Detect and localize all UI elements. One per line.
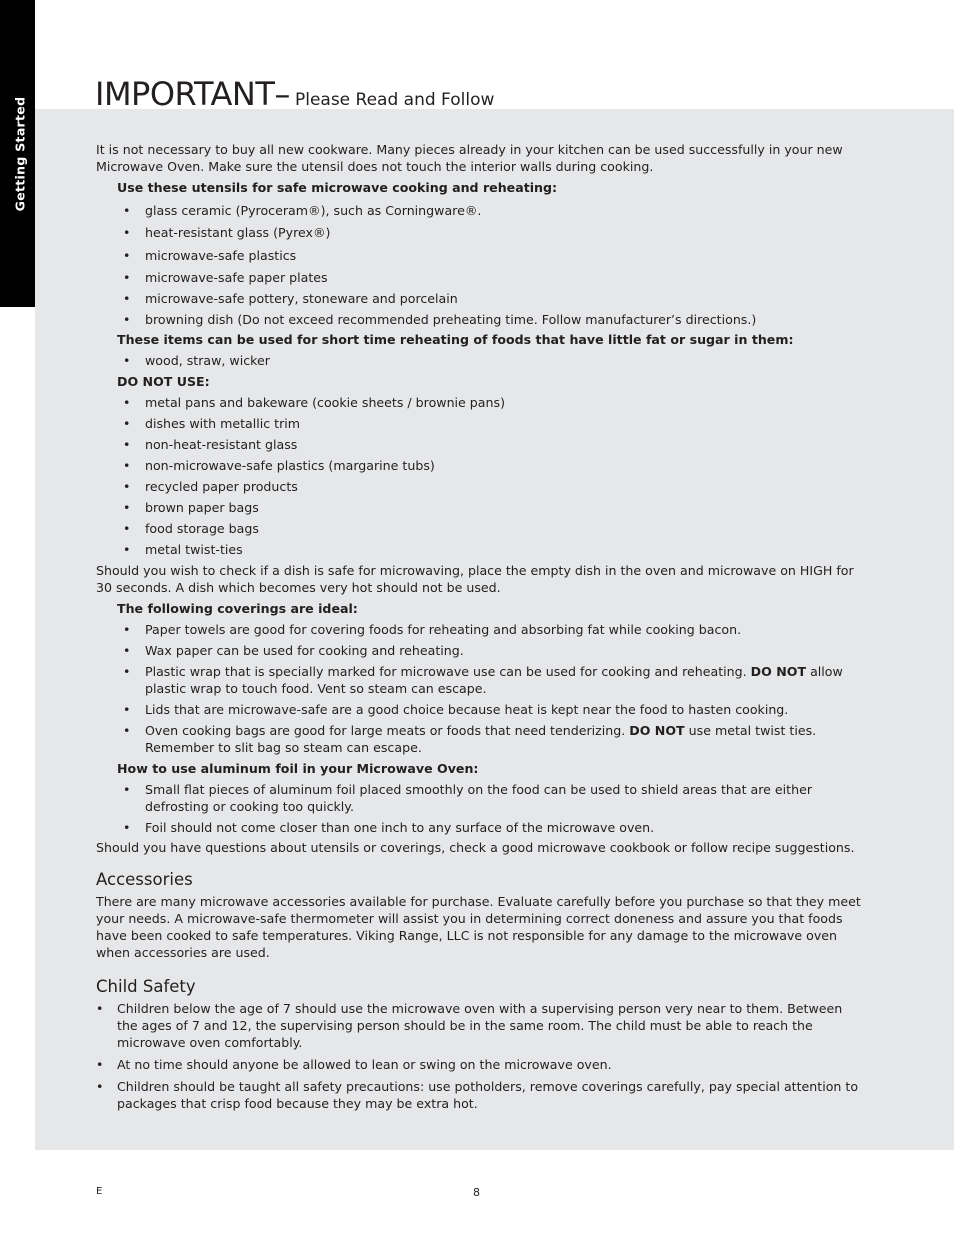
safe-utensils-heading: Use these utensils for safe microwave cooking and reheating: <box>117 180 558 195</box>
list-item: • Paper towels are good for covering foods for reheating and absorbing fat while cooking bacon. <box>145 621 861 638</box>
list-item: • wood, straw, wicker <box>145 352 861 369</box>
list-item: • metal twist-ties <box>145 541 861 558</box>
aluminum-foil-list <box>96 781 861 836</box>
page-title <box>95 75 495 113</box>
aluminum-foil-heading: How to use aluminum foil in your Microwave Oven: <box>117 761 479 776</box>
list-item: • food storage bags <box>145 520 861 537</box>
coverings-list <box>96 621 861 756</box>
list-item: • metal pans and bakeware (cookie sheets / brownie pans) <box>145 394 861 411</box>
list-item: • microwave-safe plastics <box>145 247 861 264</box>
intro-paragraph: It is not necessary to buy all new cookware. Many pieces already in your kitchen can be used successfully in your new Microwave Oven. Make sure the utensil does not touch the interior walls during cooking. <box>96 142 843 174</box>
do-not-emphasis: DO NOT <box>629 723 685 738</box>
safe-utensils-list <box>96 202 861 328</box>
covering-text: Plastic wrap that is specially marked for microwave use can be used for cooking and reheating. <box>145 664 747 679</box>
covering-text: allow plastic wrap to touch food. Vent so steam can escape. <box>145 664 843 696</box>
short-reheating-heading: These items can be used for short time reheating of foods that have little fat or sugar in them: <box>117 332 794 347</box>
list-item: • heat-resistant glass (Pyrex®) <box>145 224 861 241</box>
list-item: • Lids that are microwave-safe are a good choice because heat is kept near the food to hasten cooking. <box>145 701 861 718</box>
title-dash: – <box>274 75 290 113</box>
list-item: • brown paper bags <box>145 499 861 516</box>
footer-language-code: E <box>96 1186 103 1197</box>
covering-text: Oven cooking bags are good for large meats or foods that need tenderizing. <box>145 723 626 738</box>
list-item: • recycled paper products <box>145 478 861 495</box>
list-item: • Small flat pieces of aluminum foil placed smoothly on the food can be used to shield areas that are either defrosting or cooking too quickly. <box>145 781 861 815</box>
list-item <box>145 722 861 756</box>
list-item: • glass ceramic (Pyroceram®), such as Corningware®. <box>145 202 861 219</box>
list-item: • non-microwave-safe plastics (margarine tubs) <box>145 457 861 474</box>
list-item <box>145 663 861 697</box>
coverings-heading: The following coverings are ideal: <box>117 601 358 616</box>
list-item: • Foil should not come closer than one inch to any surface of the microwave oven. <box>145 819 861 836</box>
accessories-paragraph: There are many microwave accessories available for purchase. Evaluate carefully before you purchase so that they meet your needs. A microwave-safe thermometer will assist you in determining correct doneness and assure you that foods have been cooked to safe temperatures. Viking Range, LLC is not responsible for any damage to the microwave oven when accessories are used. <box>96 894 861 960</box>
child-safety-heading: Child Safety <box>96 977 196 996</box>
dish-check-paragraph: Should you wish to check if a dish is safe for microwaving, place the empty dish in the oven and microwave on HIGH for 30 seconds. A dish which becomes very hot should not be used. <box>96 563 854 595</box>
side-tab-label: Getting Started <box>12 96 28 212</box>
covering-text: use metal twist ties. Remember to slit bag so steam can escape. <box>145 723 817 755</box>
title-main: IMPORTANT <box>95 75 275 113</box>
accessories-heading: Accessories <box>96 870 193 889</box>
list-item: • dishes with metallic trim <box>145 415 861 432</box>
list-item: • Wax paper can be used for cooking and reheating. <box>145 642 861 659</box>
child-safety-list <box>96 1000 861 1112</box>
side-tab <box>0 0 35 307</box>
main-content <box>96 141 861 1112</box>
list-item: • microwave-safe pottery, stoneware and porcelain <box>145 290 861 307</box>
title-sub: Please Read and Follow <box>294 90 495 110</box>
do-not-emphasis: DO NOT <box>750 664 807 679</box>
list-item: • microwave-safe paper plates <box>145 269 861 286</box>
list-item: • browning dish (Do not exceed recommended preheating time. Follow manufacturer’s directions.) <box>145 311 861 328</box>
page-number: 8 <box>473 1186 480 1199</box>
list-item: • Children below the age of 7 should use the microwave oven with a supervising person very near to them. Between the ages of 7 and 12, the supervising person should be in the same room. The child must be able to reach the microwave oven comfortably. <box>117 1000 861 1051</box>
short-reheating-list <box>96 352 861 369</box>
list-item: • non-heat-resistant glass <box>145 436 861 453</box>
list-item: • At no time should anyone be allowed to lean or swing on the microwave oven. <box>117 1056 861 1073</box>
do-not-use-list <box>96 394 861 558</box>
list-item: • Children should be taught all safety precautions: use potholders, remove coverings carefully, pay special attention to packages that crisp food because they may be extra hot. <box>117 1078 861 1112</box>
do-not-use-heading: DO NOT USE: <box>117 374 210 389</box>
questions-paragraph: Should you have questions about utensils or coverings, check a good microwave cookbook or follow recipe suggestions. <box>96 840 855 855</box>
